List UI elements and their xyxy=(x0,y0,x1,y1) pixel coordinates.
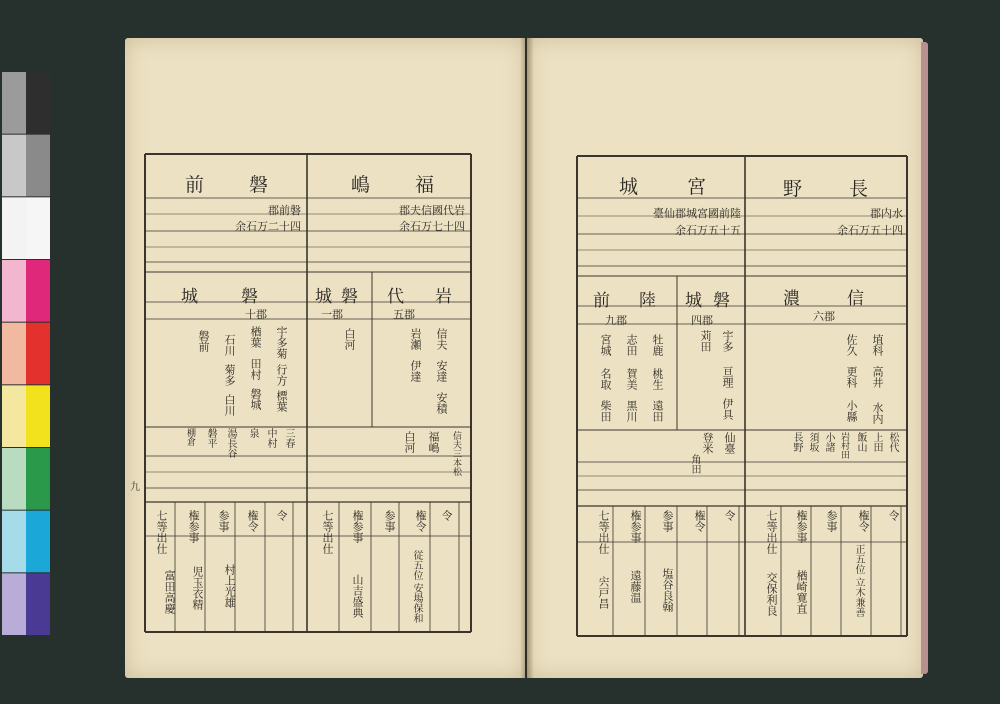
prefecture-location: 磐前郡 xyxy=(268,204,301,217)
color-swatch xyxy=(26,260,50,322)
official-rank: 令 xyxy=(887,510,900,521)
province-name-char: 濃 xyxy=(783,289,800,309)
province-name-char: 磐 xyxy=(341,287,358,307)
castle-town: 三春 xyxy=(283,428,294,448)
official-rank: 権参事 xyxy=(187,510,200,543)
official-rank: 権参事 xyxy=(351,510,364,543)
province-name-char: 前 xyxy=(593,291,610,311)
official-name: 村上光雄 xyxy=(223,564,236,608)
province-name-char: 陸 xyxy=(639,291,656,311)
county-name: 石川 xyxy=(223,334,236,356)
color-swatch xyxy=(26,385,50,447)
color-swatch xyxy=(26,573,50,635)
prefecture-name-char: 宮 xyxy=(687,176,707,198)
official-rank: 権令 xyxy=(693,510,706,532)
color-swatch xyxy=(2,323,26,385)
county-name: 志田 xyxy=(625,334,638,356)
prefecture-stipend: 四十二万石余 xyxy=(235,220,301,233)
official-rank: 令 xyxy=(275,510,288,521)
province-name-char: 城 xyxy=(685,291,702,311)
county-name: 埴科 xyxy=(871,334,884,356)
castle-town: 福嶋 xyxy=(427,431,440,453)
province-name-char: 代 xyxy=(387,287,404,307)
book-edge xyxy=(921,42,928,674)
book-gutter xyxy=(520,38,534,678)
official-rank: 七等出仕 xyxy=(597,510,610,554)
prefecture-stipend: 四十七万石余 xyxy=(399,220,465,233)
county-count: 一郡 xyxy=(321,308,343,321)
color-swatch xyxy=(26,72,50,134)
color-swatch xyxy=(2,197,26,259)
castle-town: 須坂 xyxy=(807,432,818,452)
official-rank: 権参事 xyxy=(629,510,642,543)
castle-town: 中村 xyxy=(265,428,276,448)
color-swatch xyxy=(2,135,26,197)
castle-town: 小諸 xyxy=(823,432,834,452)
castle-town: 仙臺 xyxy=(723,432,736,454)
county-count: 四郡 xyxy=(691,314,713,327)
county-count: 九郡 xyxy=(605,314,627,327)
county-name: 白河 xyxy=(343,328,356,350)
prefecture-name-char: 嶋 xyxy=(351,174,371,196)
castle-town: 上田 xyxy=(871,432,882,452)
official-rank: 権参事 xyxy=(795,510,808,543)
official-name: 児玉衣精 xyxy=(191,566,204,610)
color-swatch xyxy=(2,385,26,447)
color-swatch xyxy=(2,448,26,510)
county-name: 白川 xyxy=(223,394,236,416)
castle-town: 登米 xyxy=(701,432,714,454)
color-swatch xyxy=(26,197,50,259)
official-rank: 七等出仕 xyxy=(155,510,168,554)
county-name: 柴田 xyxy=(599,400,612,422)
prefecture-stipend: 四十五万石余 xyxy=(837,224,903,237)
prefecture-name-char: 城 xyxy=(619,176,639,198)
county-name: 磐前 xyxy=(197,330,210,352)
province-name-char: 城 xyxy=(181,287,198,307)
county-name: 牡鹿 xyxy=(651,334,664,356)
castle-town: 岩村田 xyxy=(839,432,849,459)
castle-town: 長野 xyxy=(791,432,802,452)
county-name: 伊具 xyxy=(721,398,734,420)
county-name: 田村 xyxy=(249,358,262,380)
official-rank: 権令 xyxy=(246,510,259,532)
official-rank: 令 xyxy=(440,510,453,521)
official-name: 交保利良 xyxy=(765,572,778,616)
official-rank: 権令 xyxy=(414,510,427,532)
castle-town: 白河 xyxy=(403,431,416,453)
color-swatch xyxy=(26,511,50,573)
official-name: 従五位 安場保和 xyxy=(411,550,422,624)
castle-town: 信夫三本松 xyxy=(451,431,461,476)
county-count: 五郡 xyxy=(393,308,415,321)
county-name: 黒川 xyxy=(625,400,638,422)
left-page-table-grid xyxy=(125,38,525,678)
county-name: 小縣 xyxy=(845,400,858,422)
province-name-char: 岩 xyxy=(435,287,452,307)
official-name: 山吉盛典 xyxy=(351,574,364,618)
castle-town: 湯長谷 xyxy=(225,428,236,458)
official-rank: 権令 xyxy=(857,510,870,532)
official-name: 楢崎寛直 xyxy=(795,570,808,614)
official-rank: 参事 xyxy=(383,510,396,532)
county-name: 苅田 xyxy=(699,330,712,352)
county-name: 行方 xyxy=(275,364,288,386)
prefecture-location: 陸前國宮城郡仙臺 xyxy=(653,207,741,220)
official-rank: 七等出仕 xyxy=(321,510,334,554)
province-name-char: 信 xyxy=(847,289,864,309)
color-swatch xyxy=(2,260,26,322)
county-name: 信夫 xyxy=(435,328,448,350)
county-name: 遠田 xyxy=(651,400,664,422)
castle-town: 磐平 xyxy=(205,428,216,448)
color-swatch xyxy=(2,72,26,134)
official-name: 正五位 立木兼善 xyxy=(853,544,864,618)
county-name: 菊多 xyxy=(223,364,236,386)
castle-town: 飯山 xyxy=(855,432,866,452)
castle-town: 棚倉 xyxy=(185,428,195,446)
color-swatch xyxy=(26,448,50,510)
county-name: 宇多 xyxy=(721,330,734,352)
prefecture-name-char: 前 xyxy=(185,174,205,196)
prefecture-location: 岩代國信夫郡 xyxy=(399,204,465,217)
county-name: 高井 xyxy=(871,366,884,388)
color-swatch xyxy=(26,135,50,197)
county-name: 安積 xyxy=(435,392,448,414)
county-name: 伊達 xyxy=(409,360,422,382)
province-name-char: 城 xyxy=(315,287,332,307)
county-name: 楢葉 xyxy=(249,326,262,348)
castle-town: 角田 xyxy=(689,454,700,474)
color-calibration-bar xyxy=(2,72,50,636)
official-rank: 令 xyxy=(723,510,736,521)
prefecture-name-char: 野 xyxy=(783,178,803,200)
official-rank: 参事 xyxy=(661,510,674,532)
official-name: 塩谷良翰 xyxy=(661,568,674,612)
official-rank: 七等出仕 xyxy=(765,510,778,554)
left-page xyxy=(125,38,525,678)
province-name-char: 磐 xyxy=(241,287,258,307)
official-rank: 参事 xyxy=(825,510,838,532)
page-number: 九 xyxy=(130,482,140,493)
official-rank: 参事 xyxy=(217,510,230,532)
county-name: 安達 xyxy=(435,360,448,382)
prefecture-stipend: 五十五万石余 xyxy=(675,224,741,237)
county-name: 賀美 xyxy=(625,368,638,390)
county-name: 宇多菊 xyxy=(275,326,288,359)
official-name: 富田高慶 xyxy=(163,570,176,614)
county-name: 水内 xyxy=(871,402,884,424)
county-name: 更科 xyxy=(845,366,858,388)
county-count: 六郡 xyxy=(813,310,835,323)
prefecture-name-char: 福 xyxy=(415,174,435,196)
county-name: 標葉 xyxy=(275,390,288,412)
prefecture-name-char: 磐 xyxy=(249,174,269,196)
county-name: 宮城 xyxy=(599,334,612,356)
color-swatch xyxy=(2,511,26,573)
county-name: 亘理 xyxy=(721,366,734,388)
castle-town: 松代 xyxy=(887,432,898,452)
county-count: 十郡 xyxy=(245,308,267,321)
color-swatch xyxy=(2,573,26,635)
color-swatch xyxy=(26,323,50,385)
official-name: 遠藤温 xyxy=(629,570,642,603)
province-name-char: 磐 xyxy=(713,291,730,311)
castle-town: 泉 xyxy=(247,428,258,438)
prefecture-location: 水内郡 xyxy=(870,207,903,220)
county-name: 桃生 xyxy=(651,368,664,390)
county-name: 磐城 xyxy=(249,388,262,410)
official-name: 宍戸昌 xyxy=(597,576,610,609)
prefecture-name-char: 長 xyxy=(849,178,869,200)
right-page xyxy=(527,38,923,678)
county-name: 岩瀬 xyxy=(409,328,422,350)
county-name: 名取 xyxy=(599,368,612,390)
county-name: 佐久 xyxy=(845,334,858,356)
